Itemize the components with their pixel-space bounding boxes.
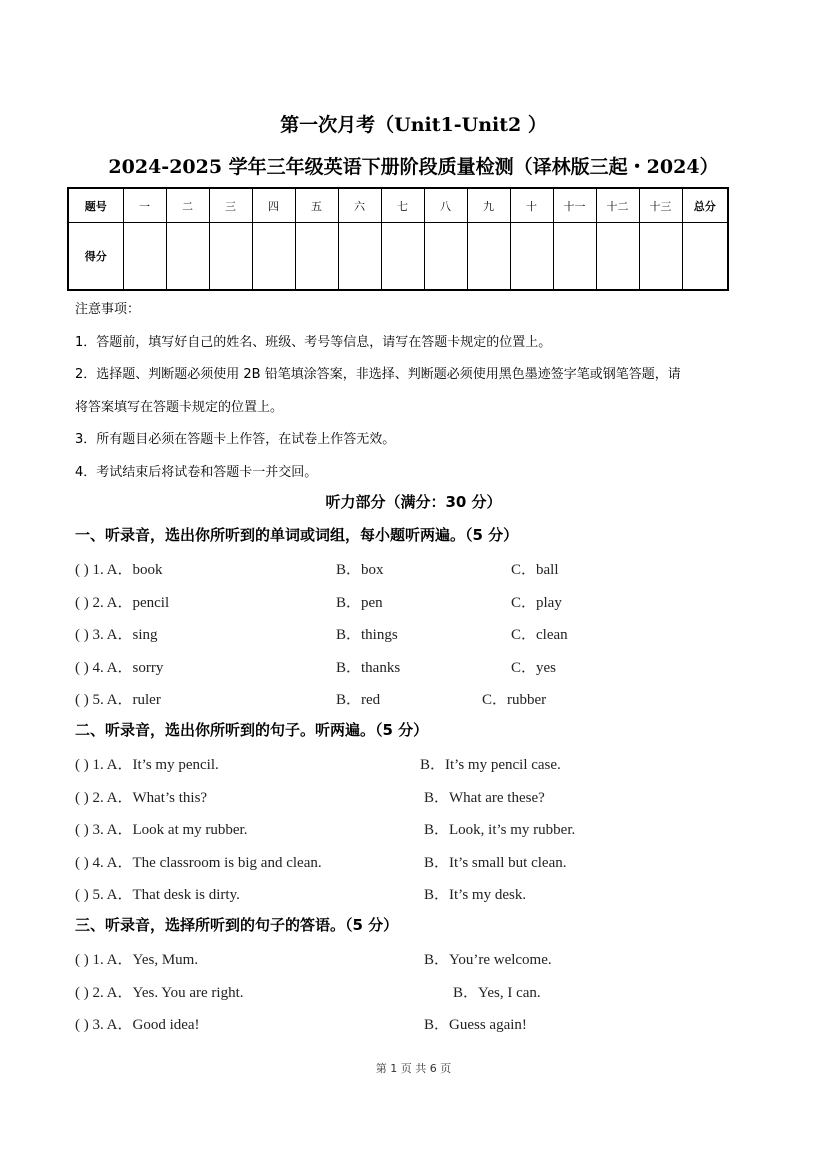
s1-q2-option-b: B．pen xyxy=(336,595,383,611)
s2-q3-option-a: ( ) 3. A．Look at my rubber. xyxy=(75,822,248,838)
s3-q3-option-a: ( ) 3. A．Good idea! xyxy=(75,1017,200,1033)
s2-q5-option-b: B．It’s my desk. xyxy=(424,887,527,903)
score-input-cell[interactable] xyxy=(252,223,295,291)
note-2-continued: 将答案填写在答题卡规定的位置上。 xyxy=(75,400,284,415)
s3-q1-option-b: B．You’re welcome. xyxy=(424,952,552,968)
score-table-cell: 二 xyxy=(166,188,209,223)
s2-q4-option-a: ( ) 4. A．The classroom is big and clean. xyxy=(75,855,322,871)
s3-q1-option-a: ( ) 1. A．Yes, Mum. xyxy=(75,952,199,968)
s1-q4-option-c: C．yes xyxy=(511,660,557,676)
score-input-cell[interactable] xyxy=(381,223,424,291)
score-input-cell[interactable] xyxy=(682,223,728,291)
score-table-cell: 六 xyxy=(338,188,381,223)
exam-subtitle: 2024-2025 学年三年级英语下册阶段质量检测（译林版三起・2024） xyxy=(108,156,719,178)
section-2-title: 二、听录音，选出你所听到的句子。听两遍。（5 分） xyxy=(75,721,429,739)
score-input-cell[interactable] xyxy=(209,223,252,291)
s1-q1-option-a: ( ) 1. A．book xyxy=(75,562,163,578)
s1-q3-option-c: C．clean xyxy=(511,627,568,643)
score-table-cell: 四 xyxy=(252,188,295,223)
s3-q3-option-b: B．Guess again! xyxy=(424,1017,527,1033)
s2-q2-option-b: B．What are these? xyxy=(424,790,545,806)
score-table-score-row xyxy=(68,223,728,291)
s3-q2-option-b: B．Yes, I can. xyxy=(453,985,541,1001)
score-table-cell: 三 xyxy=(209,188,252,223)
score-table-cell: 八 xyxy=(424,188,467,223)
s1-q5-option-c: C．rubber xyxy=(482,692,547,708)
score-input-cell[interactable] xyxy=(338,223,381,291)
score-table-cell: 十一 xyxy=(553,188,596,223)
notes-heading: 注意事项： xyxy=(75,302,141,317)
s1-q1-option-c: C．ball xyxy=(511,562,559,578)
score-table-cell: 九 xyxy=(467,188,510,223)
score-input-cell[interactable] xyxy=(295,223,338,291)
s2-q4-option-b: B．It’s small but clean. xyxy=(424,855,567,871)
s1-q2-option-a: ( ) 2. A．pencil xyxy=(75,595,170,611)
s1-q4-option-b: B．thanks xyxy=(336,660,401,676)
score-input-cell[interactable] xyxy=(467,223,510,291)
s1-q5-option-a: ( ) 5. A．ruler xyxy=(75,692,161,708)
score-input-cell[interactable] xyxy=(639,223,682,291)
note-3: 3．所有题目必须在答题卡上作答，在试卷上作答无效。 xyxy=(75,432,396,447)
score-table-cell: 题号 xyxy=(68,188,123,223)
s2-q5-option-a: ( ) 5. A．That desk is dirty. xyxy=(75,887,240,903)
note-4: 4．考试结束后将试卷和答题卡一并交回。 xyxy=(75,465,318,480)
score-input-cell[interactable] xyxy=(424,223,467,291)
score-table-header-row xyxy=(68,188,728,223)
score-input-cell[interactable] xyxy=(596,223,639,291)
note-1: 1．答题前，填写好自己的姓名、班级、考号等信息，请写在答题卡规定的位置上。 xyxy=(75,335,552,350)
exam-title: 第一次月考（Unit1-Unit2 ） xyxy=(280,114,547,136)
score-table-cell: 十二 xyxy=(596,188,639,223)
page-footer: 第 1 页 共 6 页 xyxy=(375,1062,452,1075)
score-input-cell[interactable] xyxy=(553,223,596,291)
s2-q3-option-b: B．Look, it’s my rubber. xyxy=(424,822,576,838)
s2-q1-option-a: ( ) 1. A．It’s my pencil. xyxy=(75,757,219,773)
score-table-cell: 十三 xyxy=(639,188,682,223)
score-row-label: 得分 xyxy=(68,223,123,291)
section-3-title: 三、听录音，选择所听到的句子的答语。（5 分） xyxy=(75,916,399,934)
score-table-cell: 七 xyxy=(381,188,424,223)
score-input-cell[interactable] xyxy=(123,223,166,291)
s1-q5-option-b: B．red xyxy=(336,692,381,708)
score-input-cell[interactable] xyxy=(510,223,553,291)
section-1-title: 一、听录音，选出你所听到的单词或词组，每小题听两遍。（5 分） xyxy=(75,526,519,544)
s2-q1-option-b: B．It’s my pencil case. xyxy=(420,757,561,773)
score-table-cell: 十 xyxy=(510,188,553,223)
listening-part-title: 听力部分（满分：30 分） xyxy=(325,493,502,511)
s1-q1-option-b: B．box xyxy=(336,562,384,578)
score-input-cell[interactable] xyxy=(166,223,209,291)
score-table-cell: 五 xyxy=(295,188,338,223)
note-2: 2．选择题、判断题必须使用 2B 铅笔填涂答案，非选择、判断题必须使用黑色墨迹签字笔或钢笔答题，请 xyxy=(75,367,681,382)
score-table xyxy=(67,187,729,291)
score-table-cell: 一 xyxy=(123,188,166,223)
s3-q2-option-a: ( ) 2. A．Yes. You are right. xyxy=(75,985,244,1001)
score-table-cell: 总分 xyxy=(682,188,728,223)
s2-q2-option-a: ( ) 2. A．What’s this? xyxy=(75,790,208,806)
s1-q3-option-a: ( ) 3. A．sing xyxy=(75,627,158,643)
s1-q3-option-b: B．things xyxy=(336,627,398,643)
s1-q2-option-c: C．play xyxy=(511,595,562,611)
s1-q4-option-a: ( ) 4. A．sorry xyxy=(75,660,164,676)
